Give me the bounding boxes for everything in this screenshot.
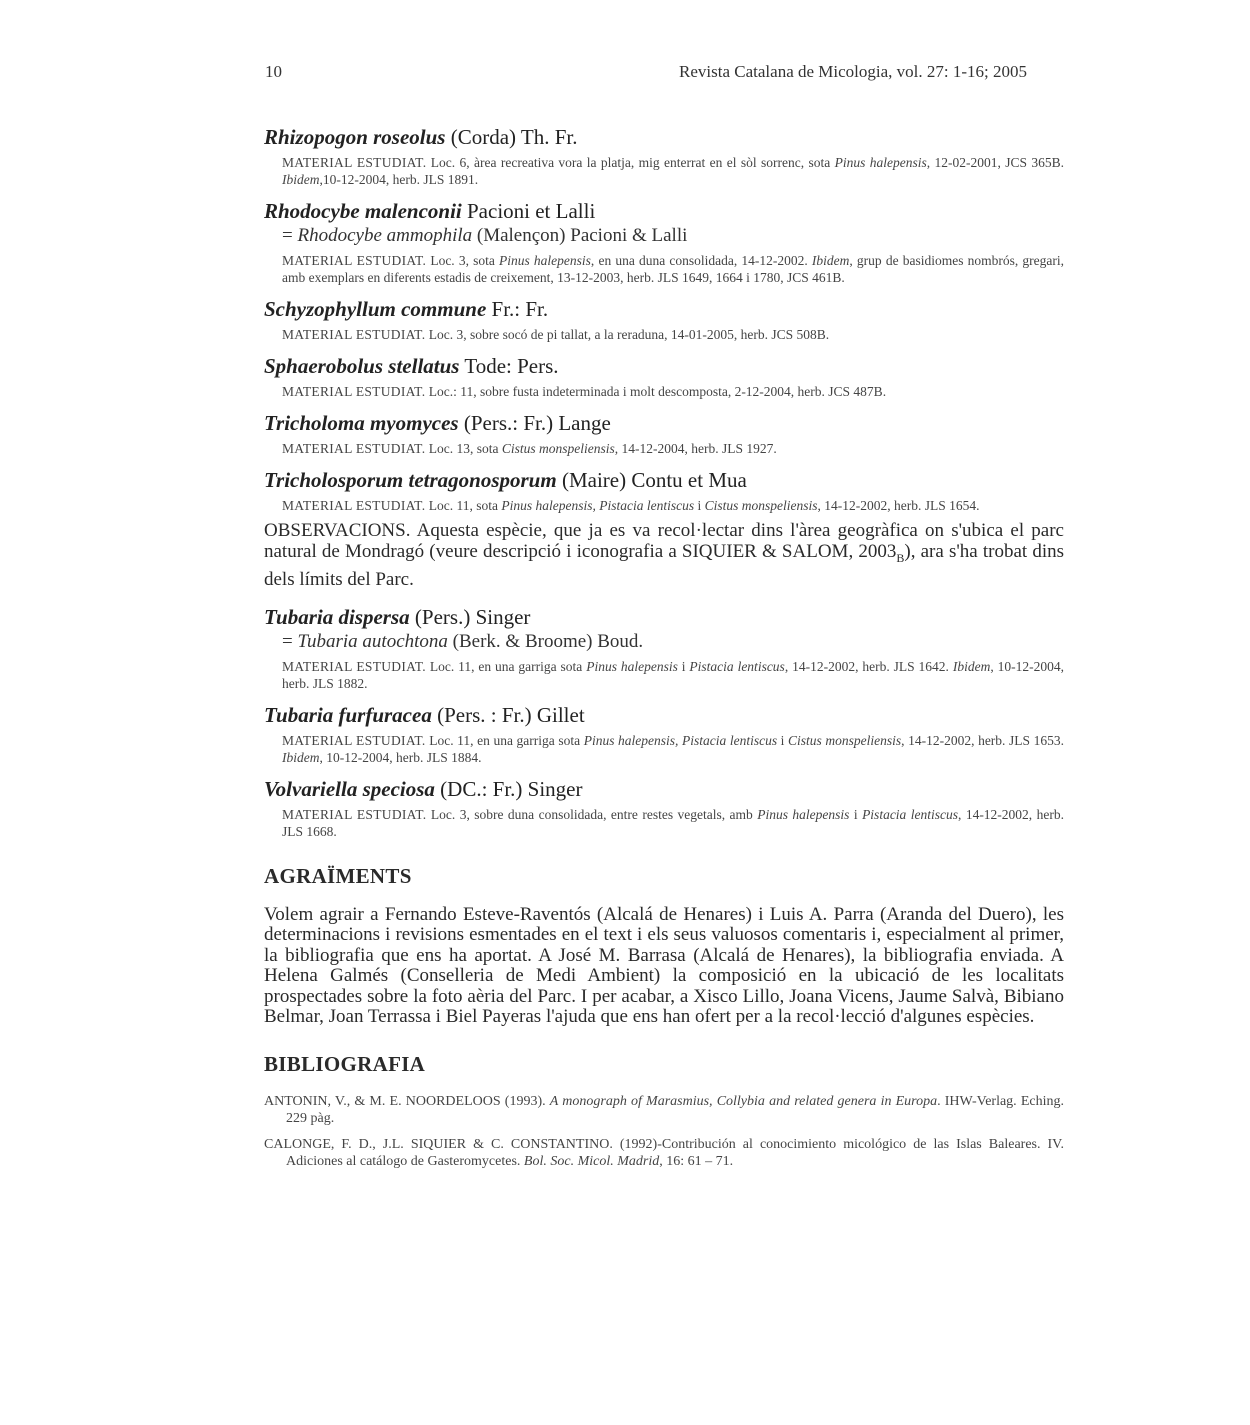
taxon-name: Pinus halepensis (834, 155, 927, 170)
species-title (264, 410, 1064, 436)
material-text: , 14-12-2004, herb. JLS 1927. (614, 441, 777, 456)
taxon-name: Ibidem (282, 749, 320, 765)
material-studied (282, 154, 1064, 188)
material-text: , 14-12-2002, herb. JLS 1642. (784, 658, 953, 674)
observations-text-end: ), ara s'ha trobat dins dels límits del Parc. (264, 541, 1065, 590)
synonym-name: Tubaria autochtona (297, 630, 448, 652)
material-text: , 10-12-2004, herb. JLS 1884. (319, 749, 482, 765)
material-text: Loc. 3, sota (426, 253, 500, 268)
species-author: (Pers. : Fr.) Gillet (431, 702, 585, 727)
taxon-name: Pinus halepensis (499, 253, 591, 268)
material-studied (282, 383, 1064, 400)
material-text: Loc. 13, sota (425, 441, 502, 456)
species-title (264, 198, 1064, 224)
material-text: , 14-12-2002, herb. JLS 1653. (901, 732, 1064, 748)
taxon-name: Pinus halepensis, Pistacia lentiscus (583, 732, 778, 748)
species-entry (264, 702, 1064, 766)
acknowledgments-text: Volem agrair a Fernando Esteve-Raventós (Alcalá de Henares) i Luis A. Parra (Aranda del Duero), les determinacions i revisions esmentades en el text i els seus valuosos comentaris i, especialment al primer, la bibliografia que ens ha aportat. A José M. Barrasa (Alcalá de Henares), la bibliografia enviada. A Helena Galmés (Conselleria de Medi Ambient) la composició en la ubicació de les localitats prospectades sobre la foto aèria del Parc. I per acabar, a Xisco Lillo, Joana Vicens, Jaume Salvà, Bibiano Belmar, Joan Terrassa i Biel Payeras l'ajuda que ens han ofert per a la recol·lecció d'algunes espècies. (264, 903, 1064, 1028)
taxon-name: Ibidem (811, 253, 850, 268)
material-label: MATERIAL ESTUDIAT. (282, 441, 426, 456)
taxon-name: Cistus monspeliensis (788, 732, 902, 748)
material-text: Loc. 11, en una garriga sota (425, 732, 584, 748)
observations (264, 520, 1064, 590)
material-text: i (849, 806, 863, 822)
species-author: (Pers.: Fr.) Lange (458, 411, 611, 435)
material-text: i (694, 498, 705, 513)
material-text: ,10-12-2004, herb. JLS 1891. (319, 172, 479, 187)
page-header (265, 62, 1027, 82)
material-studied (282, 326, 1064, 343)
material-text: , 14-12-2002, herb. JLS 1654. (817, 498, 980, 513)
taxon-name: Cistus monspeliensis (704, 498, 818, 513)
bib-text: ANTONIN, V., & M. E. NOORDELOOS (1993). (264, 1093, 550, 1109)
species-entry (264, 410, 1064, 457)
species-list (264, 124, 1064, 840)
material-studied (282, 440, 1064, 457)
taxon-name: Pistacia lentiscus (862, 806, 958, 822)
material-label: MATERIAL ESTUDIAT. (282, 806, 427, 822)
species-name: Tricholosporum tetragonosporum (264, 468, 557, 492)
species-author: Fr.: Fr. (486, 297, 549, 321)
material-text: , grup de basidiomes nombrós, gregari, amb exemplars en diferents estadis de creixement, 13-12-2003, herb. JLS 1649, 1664 i 1780, JCS 461B. (282, 253, 1064, 285)
observations-subscript: B (896, 550, 905, 565)
species-name: Rhodocybe malenconii (264, 199, 462, 223)
bibliography-heading: BIBLIOGRAFIA (264, 1051, 426, 1076)
species-title (264, 467, 1064, 493)
material-label: MATERIAL ESTUDIAT. (282, 253, 427, 268)
bibliography-entry (264, 1093, 1064, 1128)
material-studied (282, 497, 1064, 514)
synonym-prefix: = (282, 225, 298, 246)
material-text: Loc.: 11, sobre fusta indeterminada i molt descomposta, 2-12-2004, herb. JCS 487B. (425, 384, 887, 399)
material-text: i (677, 658, 690, 674)
species-author: (Maire) Contu et Mua (556, 468, 747, 492)
taxon-name: Pinus halepensis (586, 658, 678, 674)
taxon-name: Ibidem (952, 658, 991, 674)
observations-text: Aquesta espècie, que ja es va recol·lectar dins l'àrea geogràfica on s'ubica el parc natural de Mondragó (veure descripció i iconografia a SIQUIER & SALOM, 2003 (264, 520, 1064, 562)
material-text: i (777, 732, 789, 748)
species-title (264, 604, 1064, 630)
species-entry (264, 776, 1064, 840)
main-content (264, 124, 1064, 1179)
species-entry (264, 198, 1064, 286)
species-title (264, 702, 1064, 728)
material-text: Loc. 11, sota (425, 498, 502, 513)
bib-text: CALONGE, F. D., J.L. SIQUIER & C. CONSTANTINO. (1992)-Contribución al conocimiento micológico de las Islas Baleares. IV. Adiciones al catálogo de Gasteromycetes. (264, 1136, 1064, 1170)
material-text: Loc. 3, sobre socó de pi tallat, a la reraduna, 14-01-2005, herb. JCS 508B. (425, 327, 830, 342)
bib-text: . IHW-Verlag. Eching. 229 pàg. (286, 1093, 1064, 1127)
species-entry (264, 467, 1064, 590)
species-name: Tricholoma myomyces (264, 411, 459, 435)
taxon-name: Pinus halepensis, Pistacia lentiscus (501, 498, 695, 513)
species-synonym (282, 224, 1064, 248)
material-label: MATERIAL ESTUDIAT. (282, 155, 427, 170)
material-label: MATERIAL ESTUDIAT. (282, 658, 426, 674)
material-text: Loc. 3, sobre duna consolidada, entre restes vegetals, amb (426, 806, 758, 822)
taxon-name: Cistus monspeliensis (501, 441, 615, 456)
species-name: Schyzophyllum commune (264, 297, 487, 321)
species-author: (Corda) Th. Fr. (445, 125, 578, 149)
species-name: Rhizopogon roseolus (264, 125, 446, 149)
observations-label: OBSERVACIONS. (264, 520, 411, 541)
synonym-author: (Malençon) Pacioni & Lalli (472, 225, 688, 246)
species-entry (264, 604, 1064, 692)
species-author: (DC.: Fr.) Singer (434, 776, 583, 801)
synonym-prefix: = (282, 630, 298, 652)
species-entry (264, 296, 1064, 343)
material-studied (282, 732, 1064, 766)
bib-title: A monograph of Marasmius, Collybia and related genera in Europa (549, 1093, 938, 1109)
bib-text: , 16: 61 – 71. (659, 1154, 734, 1170)
species-name: Tubaria dispersa (264, 604, 410, 629)
acknowledgments-heading: AGRAÏMENTS (264, 863, 412, 888)
material-label: MATERIAL ESTUDIAT. (282, 384, 426, 399)
species-name: Tubaria furfuracea (264, 702, 432, 727)
material-text: , en una duna consolidada, 14-12-2002. (590, 253, 812, 268)
species-author: (Pers.) Singer (409, 604, 531, 629)
species-author: Tode: Pers. (459, 354, 559, 378)
taxon-name: Pistacia lentiscus (689, 658, 785, 674)
synonym-author: (Berk. & Broome) Boud. (447, 630, 644, 652)
page-number: 10 (265, 62, 282, 81)
synonym-name: Rhodocybe ammophila (297, 225, 473, 246)
material-text: Loc. 11, en una garriga sota (425, 658, 587, 674)
species-title (264, 296, 1064, 322)
bibliography-list (264, 1093, 1064, 1171)
species-title (264, 776, 1064, 802)
species-name: Volvariella speciosa (264, 776, 435, 801)
species-title (264, 353, 1064, 379)
species-synonym (282, 630, 1064, 654)
taxon-name: Pinus halepensis (757, 806, 850, 822)
material-label: MATERIAL ESTUDIAT. (282, 498, 426, 513)
material-text: , 14-12-2002, herb. JLS 1668. (282, 806, 1064, 839)
material-text: , 12-02-2001, JCS 365B. (926, 155, 1065, 170)
material-studied (282, 658, 1064, 692)
material-label: MATERIAL ESTUDIAT. (282, 327, 426, 342)
material-label: MATERIAL ESTUDIAT. (282, 732, 426, 748)
material-studied (282, 806, 1064, 840)
material-text: Loc. 6, àrea recreativa vora la platja, mig enterrat en el sòl sorrenc, sota (426, 155, 835, 170)
journal-citation: Revista Catalana de Micologia, vol. 27: 1-16; 2005 (679, 62, 1027, 81)
bib-title: Bol. Soc. Micol. Madrid (523, 1154, 660, 1170)
material-text: , 10-12-2004, herb. JLS 1882. (282, 658, 1064, 691)
species-author: Pacioni et Lalli (461, 199, 596, 223)
bibliography-entry (264, 1136, 1064, 1171)
species-entry (264, 124, 1064, 188)
material-studied (282, 252, 1064, 286)
species-entry (264, 353, 1064, 400)
species-name: Sphaerobolus stellatus (264, 354, 460, 378)
taxon-name: Ibidem (282, 172, 320, 187)
species-title (264, 124, 1064, 150)
